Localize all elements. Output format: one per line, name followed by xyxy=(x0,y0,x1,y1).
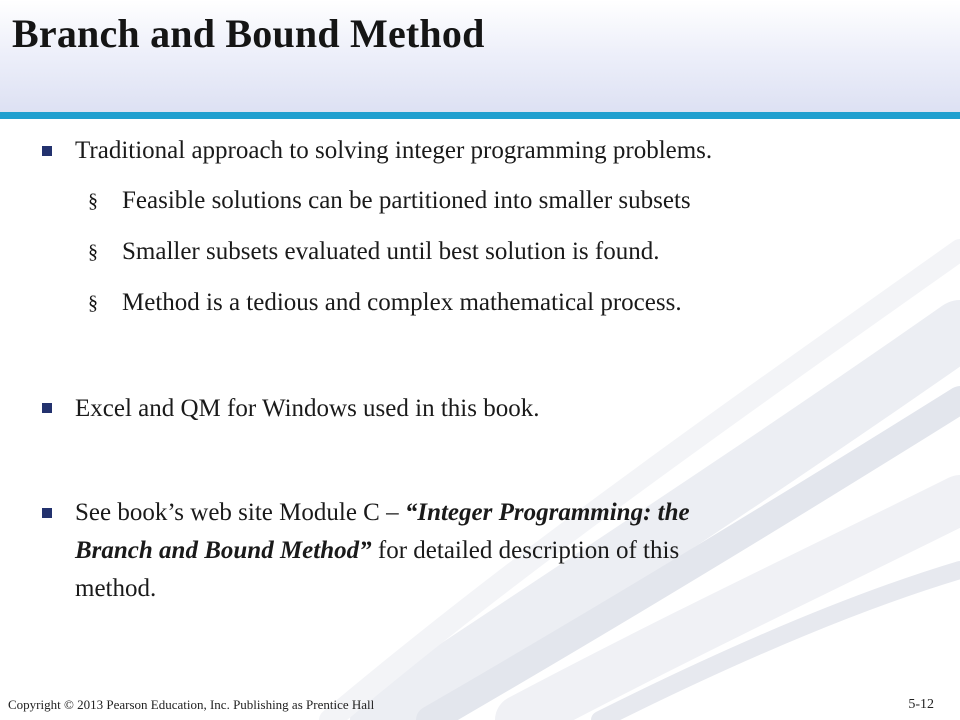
footer-copyright: Copyright © 2013 Pearson Education, Inc. Publishing as Prentice Hall xyxy=(8,697,375,712)
bullet-3-line-3: method. xyxy=(75,575,157,602)
sub-bullet-2-text: Smaller subsets evaluated until best solution is found. xyxy=(122,238,660,265)
bullet-3-line-2 xyxy=(75,535,679,567)
bullet-2-text: Excel and QM for Windows used in this book. xyxy=(75,395,540,422)
sub-bullet-marker-icon: § xyxy=(88,190,98,212)
bullet-square-icon xyxy=(42,146,52,156)
sub-bullet-marker-icon: § xyxy=(88,241,98,263)
bullet-3-emphasis-2: Branch and Bound Method” xyxy=(75,537,372,564)
slide-title: Branch and Bound Method xyxy=(12,11,485,56)
page-number: 5-12 xyxy=(908,697,934,712)
sub-bullet-marker-icon: § xyxy=(88,292,98,314)
bullet-3-suffix: for detailed description of this xyxy=(371,537,680,564)
bullet-1-text: Traditional approach to solving integer programming problems. xyxy=(75,137,713,164)
bullet-square-icon xyxy=(42,403,52,413)
bullet-square-icon xyxy=(42,508,52,518)
sub-bullet-3-text: Method is a tedious and complex mathematical process. xyxy=(122,289,682,316)
bullet-3-emphasis-1: “Integer Programming: the xyxy=(404,499,690,526)
sub-bullet-1-text: Feasible solutions can be partitioned into smaller subsets xyxy=(122,187,691,214)
bullet-3-prefix: See book’s web site Module C – xyxy=(75,499,405,526)
bullet-3-line-1 xyxy=(75,497,690,529)
